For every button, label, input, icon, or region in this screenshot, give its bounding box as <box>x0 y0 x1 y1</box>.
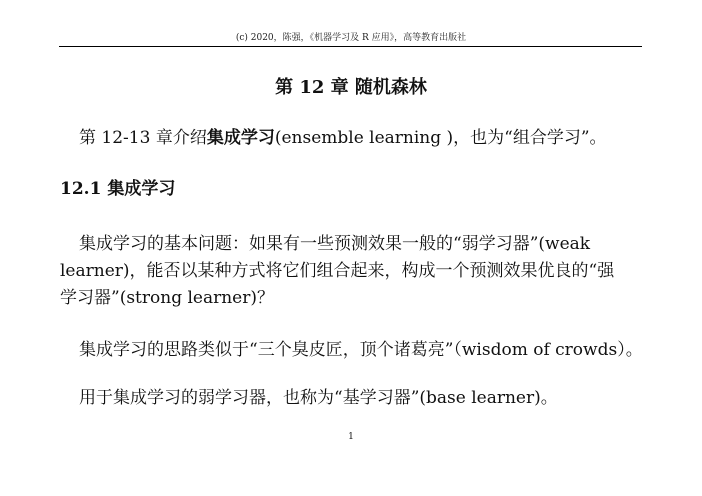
intro-suffix: (ensemble learning )，也为“组合学习”。 <box>274 128 607 148</box>
chapter-title: 第 12 章 随机森林 <box>275 77 427 98</box>
basic-problem-line-2: learner)，能否以某种方式将它们组合起来，构成一个预测效果优良的“强 <box>60 261 615 281</box>
intro-prefix: 第 12-13 章介绍 <box>79 128 207 148</box>
intro-term: 集成学习 <box>206 128 275 148</box>
page-number: 1 <box>348 432 354 442</box>
base-learner-paragraph: 用于集成学习的弱学习器，也称为“基学习器”(base learner)。 <box>79 388 558 408</box>
page-header: (c) 2020，陈强，《机器学习及 R 应用》，高等教育出版社 <box>235 33 467 43</box>
idea-paragraph: 集成学习的思路类似于“三个臭皮匠，顶个诸葛亮”（wisdom of crowds）。 <box>79 340 643 360</box>
header-rule <box>59 46 642 47</box>
basic-problem-line-3: 学习器”(strong learner)？ <box>60 288 275 308</box>
basic-problem-line-1: 集成学习的基本问题：如果有一些预测效果一般的“弱学习器”(weak <box>79 234 591 254</box>
intro-paragraph <box>60 125 643 152</box>
section-heading: 12.1 集成学习 <box>60 179 176 199</box>
basic-problem-paragraph <box>60 231 643 312</box>
